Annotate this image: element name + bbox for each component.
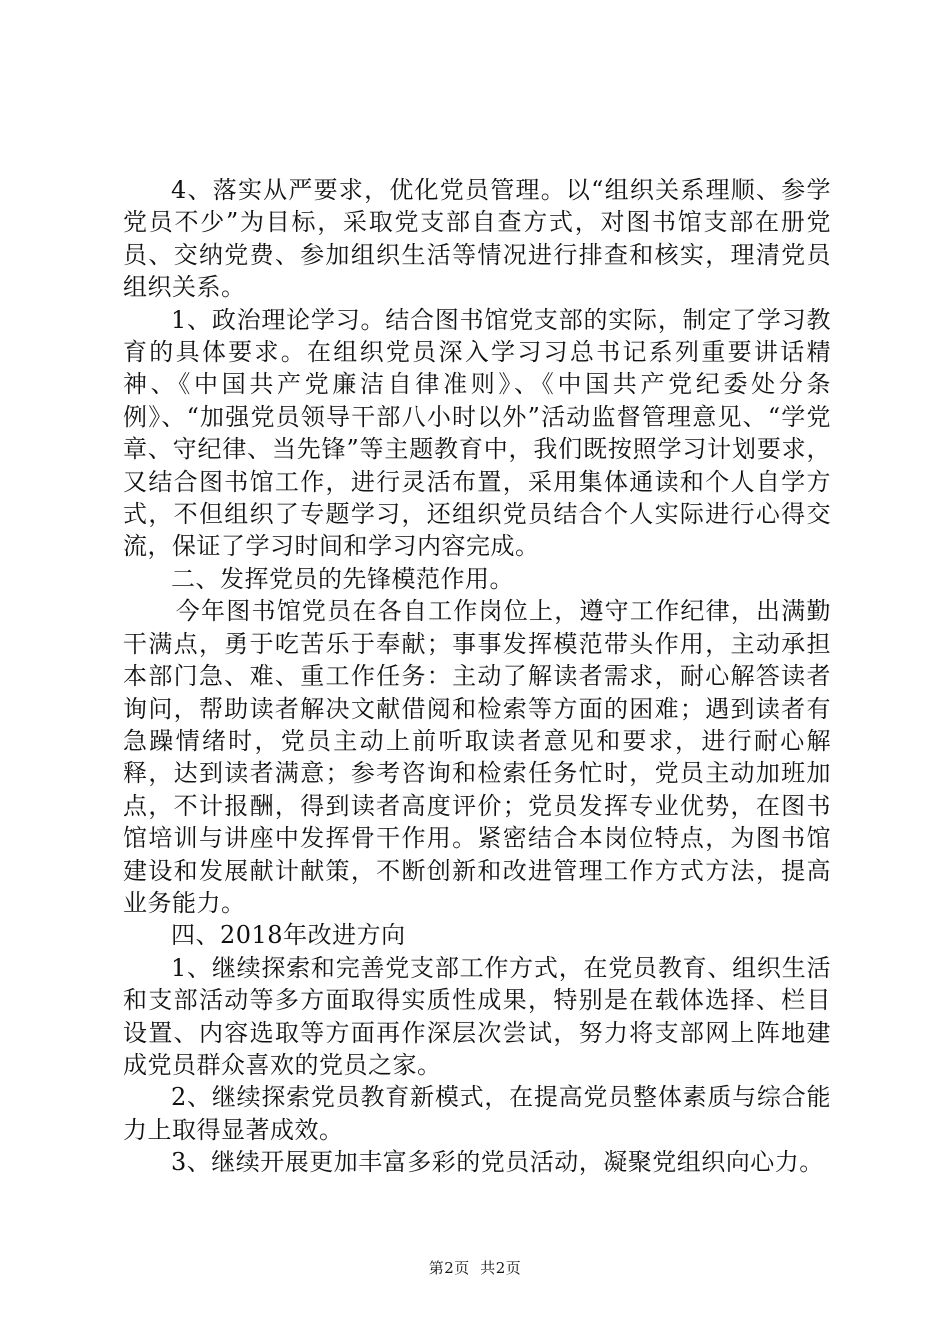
section-heading-improvement-direction: 四、2018年改进方向	[171, 921, 406, 950]
section-heading-vanguard-role: 二、发挥党员的先锋模范作用。	[171, 564, 514, 593]
paragraph-member-performance: 今年图书馆党员在各自工作岗位上，遵守工作纪律，出满勤干满点，勇于吃苦乐于奉献；事事发挥模范带头作用，主动承担本部门急、难、重工作任务：主动了解读者需求，耐心解答读者询问，帮助读者解决文献借阅和检索等方面的困难；遇到读者有急躁情绪时，党员主动上前听取读者意见和要求，进行耐心解释，达到读者满意；参考咨询和检索任务忙时，党员主动加班加点，不计报酬，得到读者高度评价；党员发挥专业优势，在图书馆培训与讲座中发挥骨干作用。紧密结合本岗位特点，为图书馆建设和发展献计献策，不断创新和改进管理工作方式方法，提高业务能力。	[123, 597, 831, 917]
document-body	[123, 174, 831, 1179]
paragraph-improvement-2: 2、继续探索党员教育新模式，在提高党员整体素质与综合能力上取得显著成效。	[123, 1083, 831, 1144]
paragraph-strict-management: 4、落实从严要求，优化党员管理。以“组织关系理顺、参学党员不少”为目标，采取党支部自查方式，对图书馆支部在册党员、交纳党费、参加组织生活等情况进行排查和核实，理清党员组织关系。	[123, 176, 831, 302]
page-number-label: 第2页 共2页	[428, 1259, 522, 1277]
paragraph-improvement-1: 1、继续探索和完善党支部工作方式，在党员教育、组织生活和支部活动等多方面取得实质性成果，特别是在载体选择、栏目设置、内容选取等方面再作深层次尝试，努力将支部网上阵地建成党员群众喜欢的党员之家。	[123, 953, 831, 1079]
page-footer	[0, 1258, 950, 1278]
paragraph-improvement-3: 3、继续开展更加丰富多彩的党员活动，凝聚党组织向心力。	[171, 1148, 824, 1177]
paragraph-political-study: 1、政治理论学习。结合图书馆党支部的实际，制定了学习教育的具体要求。在组织党员深入学习习总书记系列重要讲话精神、《中国共产党廉洁自律准则》、《中国共产党纪委处分条例》、“加强党员领导干部八小时以外”活动监督管理意见、“学党章、守纪律、当先锋”等主题教育中，我们既按照学习计划要求，又结合图书馆工作，进行灵活布置，采用集体通读和个人自学方式，不但组织了专题学习，还组织党员结合个人实际进行心得交流，保证了学习时间和学习内容完成。	[123, 305, 831, 561]
